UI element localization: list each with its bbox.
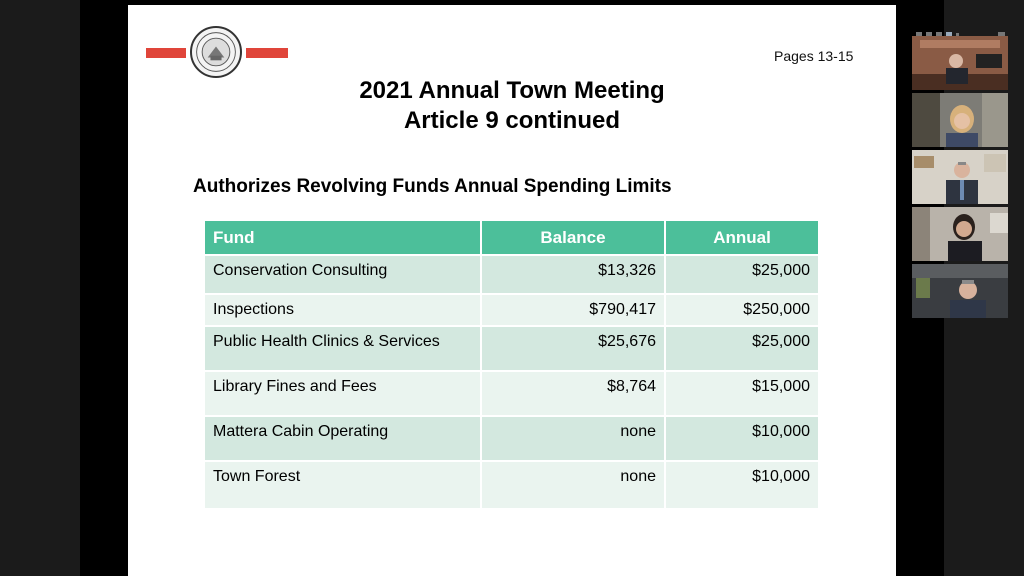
header-fund: Fund: [205, 221, 481, 255]
table-row: [205, 461, 819, 508]
table-row: [205, 371, 819, 416]
participant-video-4[interactable]: [912, 207, 1008, 261]
title-line-2: Article 9 continued: [403, 107, 621, 134]
pages-label: Pages 13-15: [774, 48, 854, 64]
fund-cell: Town Forest: [205, 461, 481, 508]
fund-cell: Conservation Consulting: [205, 255, 481, 294]
fund-cell: Public Health Clinics & Services: [205, 326, 481, 371]
slide-title: [128, 76, 896, 136]
participant-video-2[interactable]: [912, 93, 1008, 147]
left-letterbox: [0, 0, 80, 576]
fund-cell: Mattera Cabin Operating: [205, 416, 481, 461]
balance-cell: none: [481, 416, 665, 461]
revolving-funds-table: [205, 221, 820, 508]
table-row: [205, 294, 819, 326]
participant-video-3[interactable]: [912, 150, 1008, 204]
shared-slide: [128, 5, 896, 576]
header-balance: Balance: [481, 221, 665, 255]
participant-video-5[interactable]: [912, 264, 1008, 318]
balance-cell: $13,326: [481, 255, 665, 294]
annual-cell: $15,000: [665, 371, 819, 416]
annual-cell: $10,000: [665, 461, 819, 508]
header-annual: Annual: [665, 221, 819, 255]
table-row: [205, 255, 819, 294]
gallery-view-icon[interactable]: [912, 26, 1008, 34]
slide-subtitle: Authorizes Revolving Funds Annual Spending Limits: [193, 176, 672, 197]
annual-cell: $25,000: [665, 255, 819, 294]
balance-cell: $790,417: [481, 294, 665, 326]
table-header-row: [205, 221, 819, 255]
participant-video-1[interactable]: [912, 36, 1008, 90]
title-line-1: 2021 Annual Town Meeting: [359, 77, 665, 104]
fund-cell: Inspections: [205, 294, 481, 326]
table-row: [205, 416, 819, 461]
table-row: [205, 326, 819, 371]
balance-cell: $8,764: [481, 371, 665, 416]
annual-cell: $250,000: [665, 294, 819, 326]
left-red-bar: [146, 48, 186, 58]
balance-cell: $25,676: [481, 326, 665, 371]
right-red-bar: [246, 48, 288, 58]
annual-cell: $10,000: [665, 416, 819, 461]
fund-cell: Library Fines and Fees: [205, 371, 481, 416]
annual-cell: $25,000: [665, 326, 819, 371]
balance-cell: none: [481, 461, 665, 508]
town-seal-icon: [190, 26, 242, 78]
